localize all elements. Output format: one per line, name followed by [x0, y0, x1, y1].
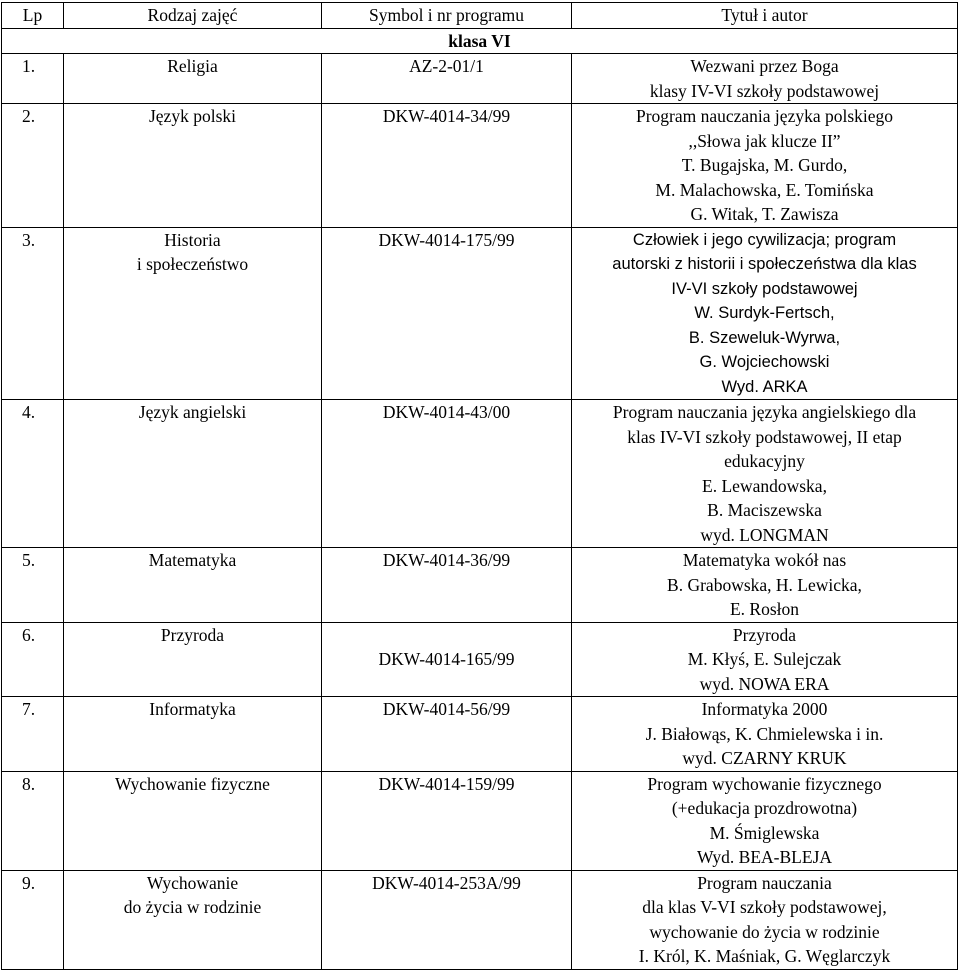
subject-cell	[64, 400, 322, 548]
row-number: 7.	[2, 697, 64, 772]
program-symbol: DKW-4014-56/99	[322, 697, 572, 772]
title-author-line: Matematyka wokół nas	[682, 550, 847, 570]
program-symbol: DKW-4014-159/99	[322, 771, 572, 870]
row-number: 6.	[2, 622, 64, 697]
row-number: 8.	[2, 771, 64, 870]
subject-name: Przyroda	[160, 624, 225, 645]
title-author-line: G. Wojciechowski	[699, 353, 830, 371]
program-symbol: DKW-4014-253A/99	[322, 870, 572, 969]
subject-cell	[64, 104, 322, 228]
row-number: 4.	[2, 400, 64, 548]
title-author-line: (+edukacja prozdrowotna)	[671, 798, 858, 818]
title-author-line: ,,Słowa jak klucze II”	[688, 130, 841, 151]
title-author-line: E. Rosłon	[729, 599, 800, 619]
subject-name: Historia	[164, 229, 221, 250]
title-author-line: J. Białowąs, K. Chmielewska i in.	[645, 723, 884, 744]
subject-name: do życia w rodzinie	[123, 897, 262, 917]
title-author-line: Informatyka 2000	[701, 699, 828, 719]
title-author-line: T. Bugajska, M. Gurdo,	[681, 155, 848, 175]
title-author-line: IV-VI szkoły podstawowej	[671, 279, 858, 298]
class-row	[2, 28, 958, 54]
title-author-cell	[572, 622, 958, 697]
title-author-cell	[572, 771, 958, 870]
subject-name: Wychowanie fizyczne	[115, 773, 270, 794]
subject-cell	[64, 548, 322, 623]
title-author-line: klas IV-VI szkoły podstawowej, II etap	[627, 426, 902, 447]
class-label: klasa VI	[2, 28, 958, 54]
subject-name: Wychowanie	[146, 872, 239, 893]
program-symbol: AZ-2-01/1	[322, 54, 572, 104]
title-author-line: I. Król, K. Maśniak, G. Węglarczyk	[638, 946, 891, 966]
title-author-line: M. Śmiglewska	[709, 822, 820, 843]
title-author-cell	[572, 870, 958, 969]
subject-cell	[64, 54, 322, 104]
subject-name: Matematyka	[148, 550, 237, 570]
subject-cell	[64, 227, 322, 400]
title-author-line: edukacyjny	[724, 451, 805, 471]
table-row	[2, 227, 958, 400]
program-symbol: DKW-4014-34/99	[322, 104, 572, 228]
header-title: Tytuł i autor	[572, 3, 958, 29]
header-row	[2, 3, 958, 29]
title-author-line: wyd. CZARNY KRUK	[682, 748, 847, 768]
table-row	[2, 104, 958, 228]
table-row	[2, 697, 958, 772]
title-author-cell	[572, 400, 958, 548]
title-author-line: E. Lewandowska,	[702, 475, 827, 496]
title-author-line: Program nauczania języka angielskiego dla	[612, 402, 917, 422]
row-number: 5.	[2, 548, 64, 623]
table-row	[2, 548, 958, 623]
title-author-line: wychowanie do życia w rodzinie	[649, 921, 880, 942]
header-lp: Lp	[2, 3, 64, 29]
row-number: 3.	[2, 227, 64, 400]
table-row	[2, 400, 958, 548]
title-author-cell	[572, 104, 958, 228]
title-author-line: wyd. LONGMAN	[700, 524, 829, 545]
table-row	[2, 771, 958, 870]
title-author-cell	[572, 227, 958, 400]
title-author-line: Wyd. ARKA	[721, 377, 808, 396]
title-author-line: dla klas V-VI szkoły podstawowej,	[642, 897, 887, 917]
title-author-line: B. Maciszewska	[707, 500, 822, 520]
program-symbol: DKW-4014-36/99	[322, 548, 572, 623]
title-author-line: W. Surdyk-Fertsch,	[694, 304, 835, 322]
subject-cell	[64, 697, 322, 772]
title-author-line: Człowiek i jego cywilizacja; program	[632, 230, 897, 249]
title-author-line: M. Kłyś, E. Sulejczak	[687, 649, 842, 669]
program-symbol: DKW-4014-43/00	[322, 400, 572, 548]
title-author-line: wyd. NOWA ERA	[699, 673, 830, 694]
title-author-line: autorski z historii i społeczeństwa dla klas	[612, 255, 917, 273]
title-author-line: Wezwani przez Boga	[690, 56, 839, 76]
title-author-line: Program nauczania	[697, 872, 832, 893]
title-author-line: M. Malachowska, E. Tomińska	[655, 179, 874, 200]
subject-name: Język polski	[148, 106, 236, 126]
row-number: 9.	[2, 870, 64, 969]
title-author-line: G. Witak, T. Zawisza	[690, 204, 839, 224]
subject-name: Język angielski	[138, 402, 247, 422]
header-type: Rodzaj zajęć	[64, 3, 322, 29]
subject-cell	[64, 771, 322, 870]
program-symbol: DKW-4014-175/99	[322, 227, 572, 400]
table-row	[2, 54, 958, 104]
subject-cell	[64, 622, 322, 697]
title-author-cell	[572, 548, 958, 623]
subject-name: Religia	[167, 56, 218, 76]
curriculum-table	[1, 2, 958, 970]
row-number: 2.	[2, 104, 64, 228]
subject-name: Informatyka	[149, 699, 236, 719]
title-author-line: Przyroda	[732, 624, 797, 645]
title-author-line: B. Grabowska, H. Lewicka,	[667, 574, 862, 595]
table-row	[2, 622, 958, 697]
subject-name: i społeczeństwo	[136, 254, 249, 274]
row-number: 1.	[2, 54, 64, 104]
title-author-cell	[572, 697, 958, 772]
title-author-line: Program nauczania języka polskiego	[635, 106, 894, 126]
title-author-line: B. Szeweluk-Wyrwa,	[688, 328, 841, 347]
title-author-line: Wyd. BEA-BLEJA	[696, 847, 833, 867]
header-symbol: Symbol i nr programu	[322, 3, 572, 29]
subject-cell	[64, 870, 322, 969]
table-row	[2, 870, 958, 969]
program-symbol: DKW-4014-165/99	[322, 622, 572, 697]
title-author-cell	[572, 54, 958, 104]
title-author-line: klasy IV-VI szkoły podstawowej	[649, 80, 880, 101]
title-author-line: Program wychowanie fizycznego	[647, 773, 882, 794]
